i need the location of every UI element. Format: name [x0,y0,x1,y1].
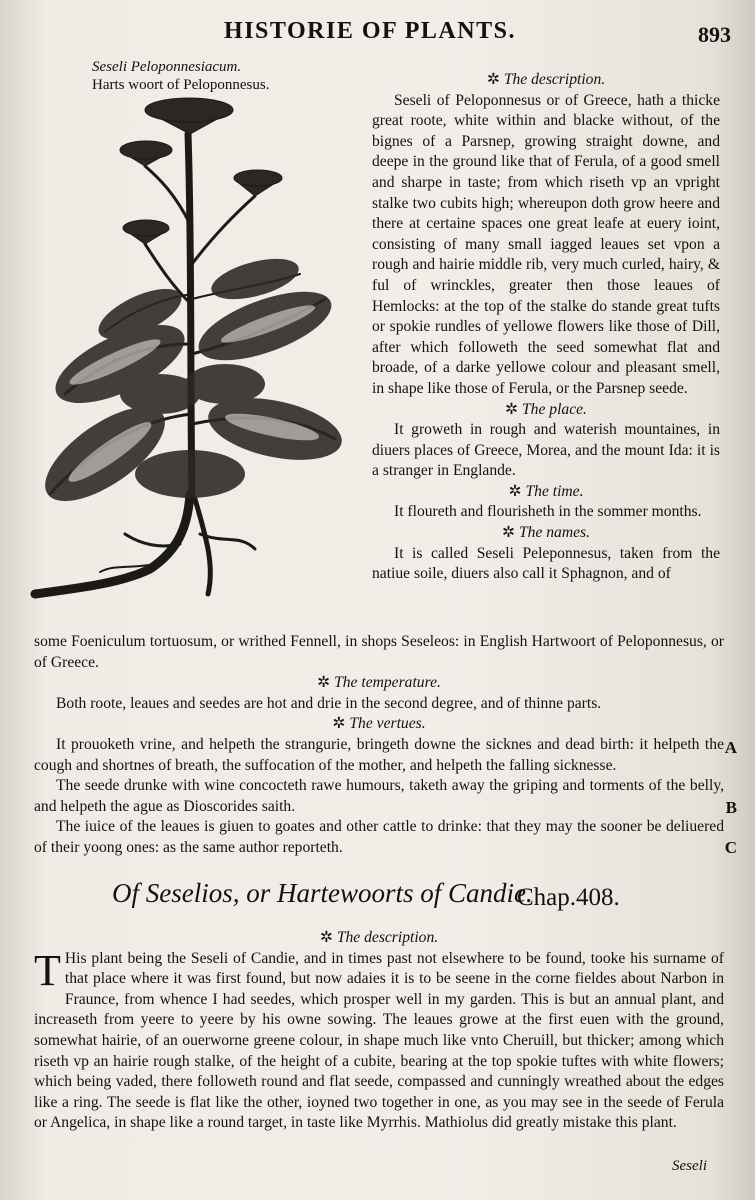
fleuron-icon: ✲ [317,674,331,692]
fleuron-icon: ✲ [505,400,519,418]
time-heading: ✲ The time. [508,482,584,500]
temperature-heading: ✲ The temperature. [317,674,441,692]
description-column [372,70,720,585]
running-header: HISTORIE OF PLANTS. [224,18,516,44]
time-text: It floureth and flourisheth in the sommer months. [394,503,702,521]
names-heading: ✲ The names. [501,524,591,542]
vertue-b-text: The seede drunke with wine concocteth rawe humours, taketh away the griping and torments of the belly, and helpeth the ague as Dioscorides saith. [34,777,724,815]
fleuron-icon: ✲ [508,482,522,500]
margin-letter-b: B [725,798,737,817]
drop-capital: T [34,945,61,995]
vertues-heading: ✲ The vertues. [332,715,426,733]
chapter-heading [112,878,632,909]
temperature-text: Both roote, leaues and seedes are hot and drie in the second degree, and of thinne parts. [56,694,602,712]
chapter-title: Of Seselios, or Hartewoorts of Candie. [112,878,533,908]
page-number: 893 [698,22,731,47]
place-heading: ✲ The place. [505,400,587,418]
margin-letter-a: A [724,738,737,757]
names-continued: some Foeniculum tortuosum, or writhed Fennell, in shops Seseleos: in English Hartwoort of Peloponnesus, or of Greece. [34,633,724,671]
names-text: It is called Seseli Peleponnesus, taken from the natiue soile, diuers also call it Sphagnon, and of [372,544,720,583]
description-text-2: T His plant being the Seseli of Candie, and in times past not elsewhere to be found, tooke his surname of that place where it was first found, but now adaies it is to be seene in the corne fieldes about Narbon in Fraunce, from whence I had seedes, which prosper well in my garden. This is but an annual plant, and increaseth from yeere to yeere by his owne sowing. The leaues growe at the first euen with the ground, somewhat hairie, of an ouerworne greene colour, in shape much like vnto Cheruill, but thicker; among which riseth vp an hairie rough stalke, of the height of a cubite, bearing at the top spokie tuftes with white flowers; which being vaded, there followeth round and flat seede, compassed and cunningly wreathed about the edges like a ring. The seede is flat like the other, ioyned two together in one, as you may see in the seede of Ferula or Angelica, in shape like a round target, in taste like Myrrhis. Mathiolus did greatly mistake this plant. [34,945,724,1132]
caption-english: Harts woort of Peloponnesus. [92,77,270,93]
description-heading: ✲ The description. [486,71,606,88]
fleuron-icon: ✲ [501,524,516,542]
chapter-number: Chap.408. [517,884,620,911]
place-text: It groweth in rough and waterish mountaines, in diuers places of Greece, Morea, and the mount Ida: it is a stranger in Englande. [372,421,720,480]
vertue-a-text: It prouoketh vrine, and helpeth the strangurie, bringeth downe the sicknes and dead birth: it helpeth the cough and shortnes of breath, the suffocation of the mother, and helpeth the falling sicknesse. [34,735,724,774]
fleuron-icon: ✲ [319,929,333,946]
margin-letter-c: C [724,838,737,857]
full-width-text [34,632,724,859]
caption-latin: Seseli Peloponnesiacum. [92,59,242,75]
catchword: Seseli [672,1158,707,1174]
fleuron-icon: ✲ [486,71,500,88]
vertue-c-text: The iuice of the leaues is giuen to goates and other cattle to drinke: that they may the sooner be deliuered of their yoong ones: as the same author reporteth. [34,818,724,856]
description-heading-2: ✲ The description. [319,929,439,946]
plant-woodcut-illustration [30,94,350,604]
chapter-body [34,928,724,1134]
fleuron-icon: ✲ [332,715,346,733]
plate-caption [92,58,269,94]
description-text: Seseli of Peloponnesus or of Greece, hath a thicke great roote, white within and blacke without, of the bignes of a Parsnep, growing straight downe, and deepe in the ground like that of Ferula, of a good smell and sharpe in taste; from which riseth vp an vpright stalke two cubits high; whereupon doth grow heere and there at certaine spaces one great leafe at euery ioint, consisting of many small iagged leaues set vpon a rough and hairie middle rib, very much curled, hairy, & ful of wrinckles, greater then those leaues of Hemlocks: at the top of the stalke do stande great tufts or spokie rundles of yellowe flowers like those of Dill, after which followeth the seed somewhat flat and broade, of a darke yellowe colour and pleasant smell, in shape like those of Ferula, or the Parsnep seede. [372,91,720,397]
